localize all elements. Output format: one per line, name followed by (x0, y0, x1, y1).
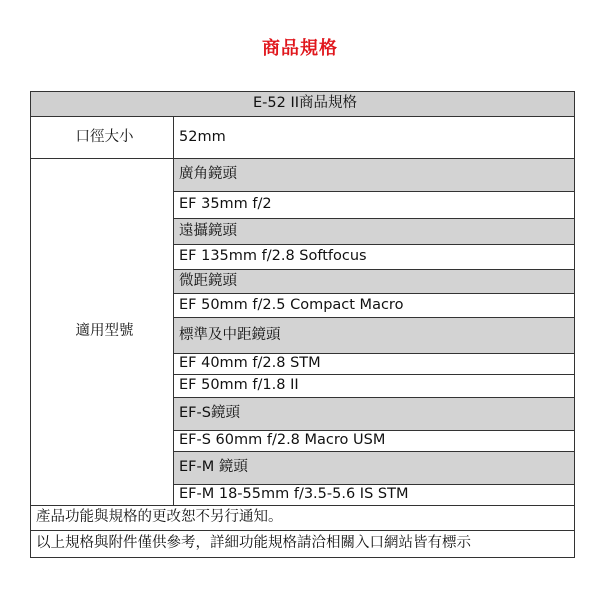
lens-ef-50: EF 50mm f/1.8 II (174, 375, 575, 398)
diameter-value: 52mm (174, 117, 575, 159)
note-spec-change: 產品功能與規格的更改恕不另行通知。 (31, 506, 575, 531)
lens-ef-35: EF 35mm f/2 (174, 192, 575, 219)
diameter-row (31, 117, 575, 159)
diameter-label: 口徑大小 (31, 117, 174, 159)
group-ef-m: EF-M 鏡頭 (174, 452, 575, 485)
lens-ef-s-60: EF-S 60mm f/2.8 Macro USM (174, 431, 575, 452)
lens-ef-50-macro: EF 50mm f/2.5 Compact Macro (174, 294, 575, 318)
group-wide-angle: 廣角鏡頭 (174, 159, 575, 192)
group-row (31, 159, 575, 192)
note-row (31, 506, 575, 531)
note-row (31, 531, 575, 558)
group-standard: 標準及中距鏡頭 (174, 318, 575, 354)
section-heading: 商品規格 (262, 38, 338, 59)
lens-ef-m-18-55: EF-M 18-55mm f/3.5-5.6 IS STM (174, 485, 575, 506)
group-macro: 微距鏡頭 (174, 270, 575, 294)
note-reference: 以上規格與附件僅供參考，詳細功能規格請洽相關入口網站皆有標示 (31, 531, 575, 558)
table-title-row (31, 92, 575, 117)
models-label: 適用型號 (31, 159, 174, 506)
group-ef-s: EF-S鏡頭 (174, 398, 575, 431)
lens-ef-40: EF 40mm f/2.8 STM (174, 354, 575, 375)
group-telephoto: 遠攝鏡頭 (174, 219, 575, 245)
spec-table (30, 91, 575, 558)
table-title: E-52 II商品規格 (31, 92, 575, 117)
lens-ef-135: EF 135mm f/2.8 Softfocus (174, 245, 575, 270)
